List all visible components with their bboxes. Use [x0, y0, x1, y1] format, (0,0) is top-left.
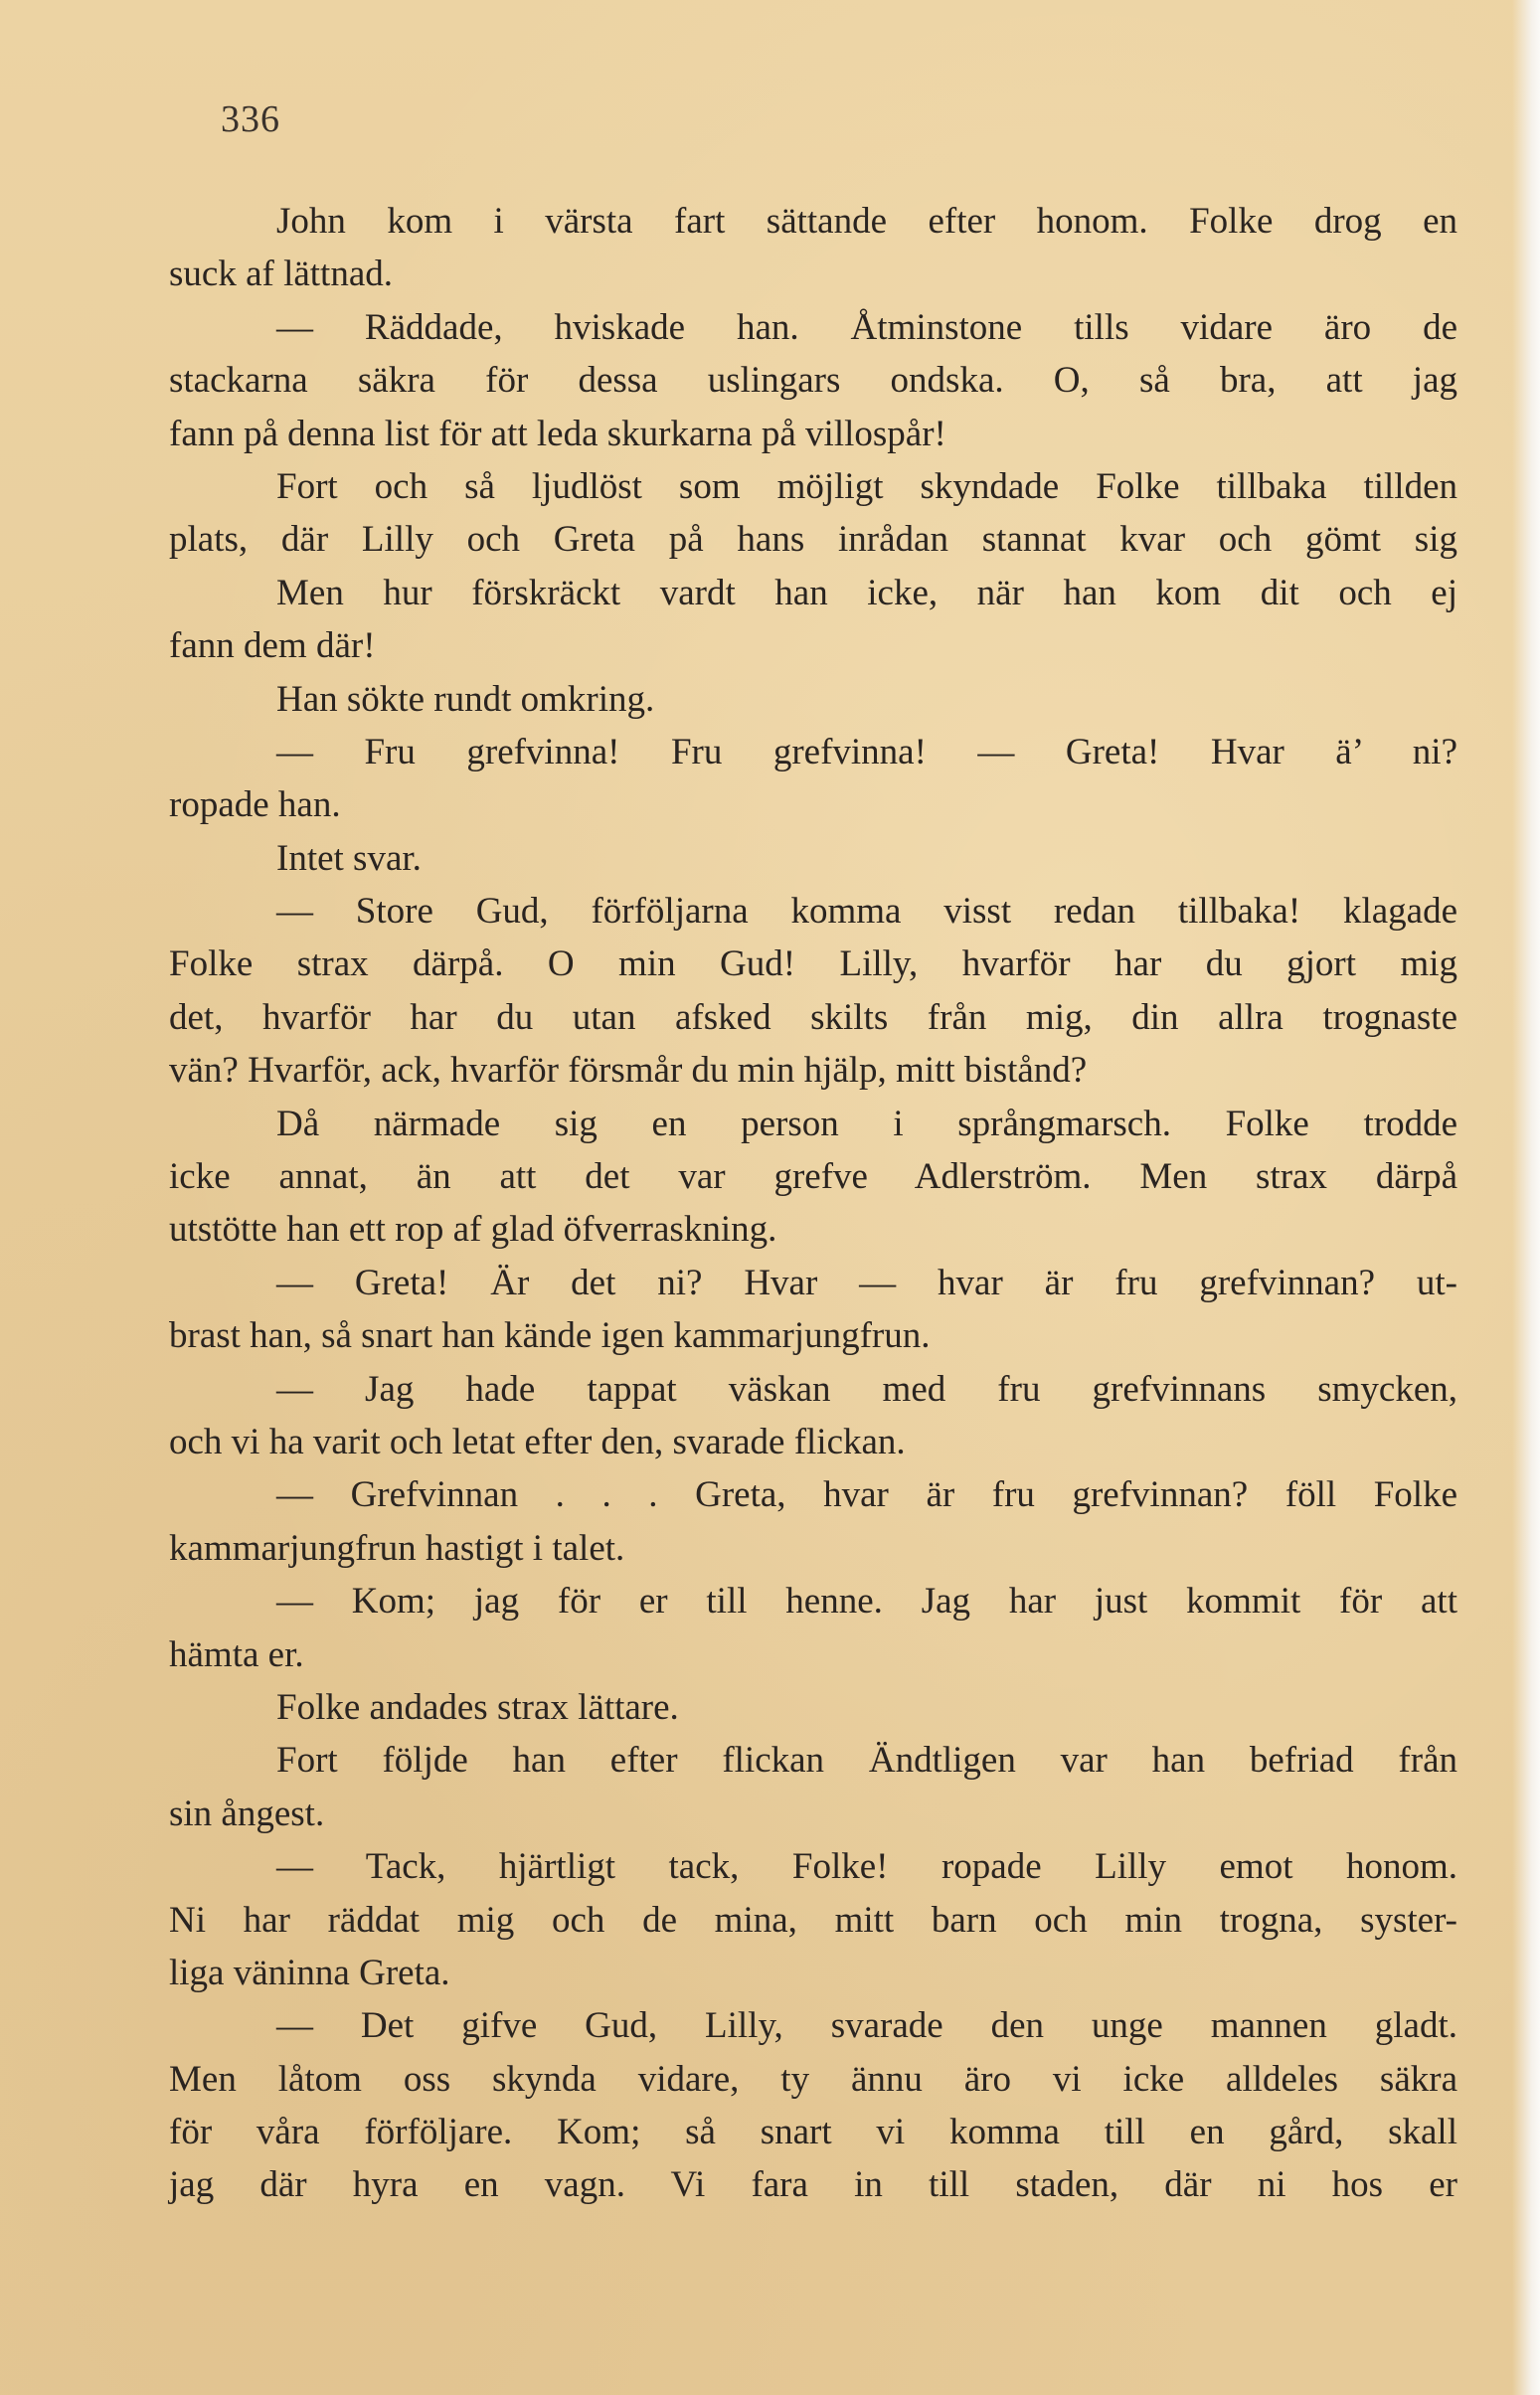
text-line: Han sökte rundt omkring. [276, 678, 655, 720]
text-line: kammarjungfrun hastigt i talet. [169, 1527, 625, 1569]
text-line: John kom i värsta fart sättande efter honom. Folke drog en [276, 201, 1457, 242]
text-line: stackarna säkra för dessa uslingars ondska. O, så bra, att jag [169, 360, 1457, 402]
body-text [169, 195, 1457, 2212]
text-line: — Grefvinnan . . . Greta, hvar är fru grefvinnan? föll Folke [276, 1474, 1457, 1516]
text-line: brast han, så snart han kände igen kammarjungfrun. [169, 1315, 931, 1357]
text-line: — Räddade, hviskade han. Åtminstone tills vidare äro de [276, 306, 1457, 348]
text-line: Men låtom oss skynda vidare, ty ännu äro vi icke alldeles säkra [169, 2058, 1457, 2100]
text-line: ropade han. [169, 784, 341, 826]
text-line: — Jag hade tappat väskan med fru grefvinnans smycken, [276, 1368, 1457, 1410]
text-line: det, hvarför har du utan afsked skilts från mig, din allra trognaste [169, 996, 1457, 1038]
text-line: sin ångest. [169, 1793, 325, 1834]
text-line: — Kom; jag för er till henne. Jag har just kommit för att [276, 1581, 1457, 1623]
text-line: Fort och så ljudlöst som möjligt skyndade Folke tillbaka tillden [276, 465, 1457, 507]
text-line: liga väninna Greta. [169, 1952, 450, 1993]
text-line: utstötte han ett rop af glad öfverraskning. [169, 1209, 777, 1251]
text-line: — Det gifve Gud, Lilly, svarade den unge mannen gladt. [276, 2005, 1457, 2047]
text-line: och vi ha varit och letat efter den, svarade flickan. [169, 1421, 906, 1462]
text-line: plats, där Lilly och Greta på hans inrådan stannat kvar och gömt sig [169, 519, 1457, 561]
text-line: fann dem där! [169, 625, 376, 667]
text-line: jag där hyra en vagn. Vi fara in till staden, där ni hos er [169, 2164, 1457, 2206]
text-line: för våra förföljare. Kom; så snart vi komma till en gård, skall [169, 2112, 1457, 2153]
text-line: — Fru grefvinna! Fru grefvinna! — Greta! Hvar ä’ ni? [276, 731, 1457, 772]
text-line: Men hur förskräckt vardt han icke, när han kom dit och ej [276, 572, 1457, 613]
text-line: Intet svar. [276, 837, 422, 879]
text-line: Ni har räddat mig och de mina, mitt barn och min trogna, syster- [169, 1899, 1457, 1941]
text-line: Folke andades strax lättare. [276, 1686, 679, 1728]
text-line: icke annat, än att det var grefve Adlerström. Men strax därpå [169, 1156, 1457, 1198]
text-line: — Tack, hjärtligt tack, Folke! ropade Lilly emot honom. [276, 1846, 1457, 1888]
text-line: Fort följde han efter flickan Ändtligen var han befriad från [276, 1740, 1457, 1782]
text-line: fann på denna list för att leda skurkarna på villospår! [169, 413, 946, 454]
page-edge [1512, 0, 1540, 2395]
text-line: — Store Gud, förföljarna komma visst redan tillbaka! klagade [276, 891, 1457, 933]
text-line: vän? Hvarför, ack, hvarför försmår du min hjälp, mitt bistånd? [169, 1050, 1088, 1092]
text-line: Då närmade sig en person i språngmarsch. Folke trodde [276, 1103, 1457, 1144]
text-line: Folke strax därpå. O min Gud! Lilly, hvarför har du gjort mig [169, 943, 1457, 985]
page-number: 336 [221, 98, 280, 140]
text-line: — Greta! Är det ni? Hvar — hvar är fru grefvinnan? ut- [276, 1262, 1457, 1303]
text-line: hämta er. [169, 1633, 304, 1675]
text-line: suck af lättnad. [169, 254, 393, 295]
